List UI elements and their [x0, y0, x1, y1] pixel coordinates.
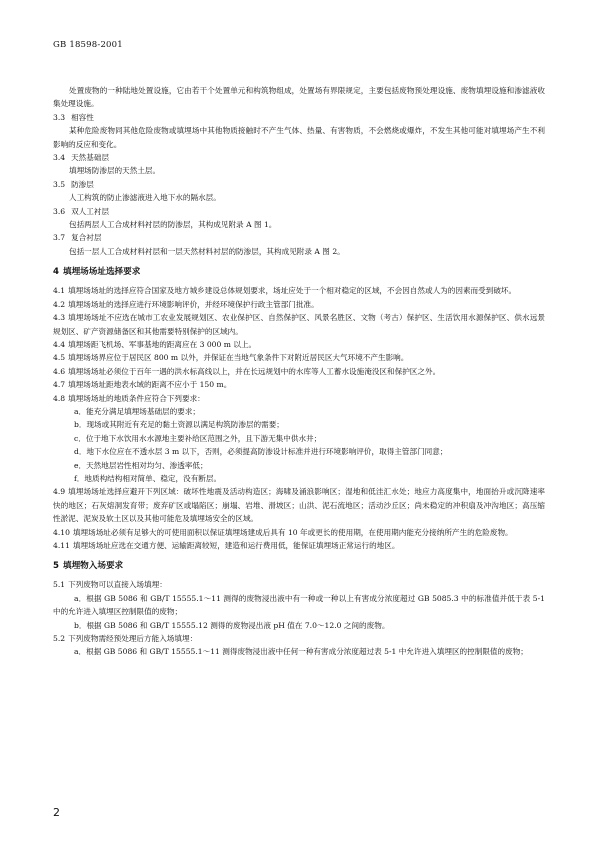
clause-text: 填埋场防渗层的天然土层。 [69, 166, 161, 176]
definition-3-7 [53, 231, 545, 258]
clause-4-8 [53, 392, 545, 405]
section-number: 4 [53, 267, 59, 278]
clause-4-1 [53, 284, 545, 297]
clause-number: 5.2 [53, 634, 66, 644]
clause-title: 双人工衬层 [71, 206, 110, 216]
clause-number: 3.6 [53, 206, 66, 216]
section-5-heading [53, 559, 545, 573]
clause-number: 4.9 [53, 487, 66, 497]
list-item: d．地下水位应在不透水层 3 m 以下，否则，必须提高防渗设计标准并进行环境影响评价，取得主管部门同意； [74, 447, 448, 457]
list-item: a．根据 GB 5086 和 GB/T 15555.1～11 测得的废物浸出液中有一种或一种以上有害成分浓度超过 GB 5085.3 中的标准值并低于表 5-1 中的允许进入填埋区控制限值的废物； [53, 593, 545, 617]
clause-text: 下列废物需经预处理后方能入场填埋： [68, 634, 198, 644]
clause-number: 4.6 [53, 366, 66, 376]
list-item: b．现场或其附近有充足的黏土资源以满足构筑防渗层的需要； [74, 420, 284, 430]
clause-number: 4.7 [53, 380, 66, 390]
list-item: e．天然地层岩性相对均匀、渗透率低； [74, 460, 208, 470]
list-item: a．根据 GB 5086 和 GB/T 15555.1～11 测得废物浸出液中任何一种有害成分浓度超过表 5-1 中允许进入填埋区的控制限值的废物； [74, 647, 528, 657]
clause-number: 4.5 [53, 353, 66, 363]
clause-text: 填埋场场址的地质条件应符合下列要求： [68, 393, 205, 403]
clause-text: 填埋场场界应位于居民区 800 m 以外，并保证在当地气象条件下对附近居民区大气环境不产生影响。 [68, 353, 409, 363]
clause-title: 防渗层 [71, 179, 94, 189]
page-number: 2 [53, 806, 60, 819]
clause-text: 填埋场距飞机场、军事基地的距离应在 3 000 m 以上。 [68, 339, 257, 349]
clause-text: 下列废物可以直接入场填埋： [68, 580, 167, 590]
clause-text: 填埋场场址选择应避开下列区域：破坏性地震及活动构造区；海啸及涌浪影响区；湿地和低洼汇水处；地应力高度集中，地面抬升或沉降速率快的地区；石灰熔洞发育带；废弃矿区或塌陷区；崩塌、岩堆、滑坡区；山洪、泥石流地区；活动沙丘区；尚未稳定的冲积扇及冲沟地区；高压缩性淤泥、泥炭及软土区以及其他可能危及填埋场安全的区域。 [53, 487, 545, 524]
clause-number: 3.5 [53, 179, 66, 189]
clause-number: 4.11 [53, 541, 70, 550]
clause-number: 4.2 [53, 299, 66, 309]
clause-text: 包括一层人工合成材料衬层和一层天然材料衬层的防渗层，其构成见附录 A 图 2。 [69, 246, 345, 256]
clause-4-3 [53, 311, 545, 338]
section-4-heading [53, 265, 545, 279]
clause-text: 填埋场场址必须位于百年一遇的洪水标高线以上，并在长远规划中的水库等人工蓄水设施淹没区和保护区之外。 [68, 366, 441, 376]
clause-title: 相容性 [71, 112, 94, 122]
clause-number: 4.4 [53, 339, 66, 349]
clause-5-2 [53, 632, 545, 645]
section-number: 5 [53, 561, 59, 572]
clause-text: 某种危险废物同其他危险废物或填埋场中其他物质接触时不产生气体、热量、有害物质，不会燃烧或爆炸，不发生其他可能对填埋场产生不利影响的反应和变化。 [53, 126, 545, 149]
list-item: f．地质构结构相对简单、稳定，没有断层。 [74, 473, 222, 483]
clause-4-9 [53, 485, 545, 525]
page-content [53, 84, 545, 659]
clause-text: 填埋场场址必须有足够大的可使用面积以保证填埋场建成后具有 10 年或更长的使用期，在使用期内能充分接纳所产生的危险废物。 [72, 527, 513, 537]
clause-text: 包括两层人工合成材料衬层的防渗层，其构成见附录 A 图 1。 [69, 220, 277, 230]
clause-text: 填埋场场址应选在交通方便、运输距离较短，建造和运行费用低，能保证填埋场正常运行的地区。 [72, 541, 400, 550]
list-item: b．根据 GB 5086 和 GB/T 15555.12 测得的废物浸出液 pH 值在 7.0～12.0 之间的废物。 [74, 620, 390, 630]
definition-3-6 [53, 205, 545, 232]
section-title: 填埋场场址选择要求 [62, 267, 141, 278]
section-title: 填埋物入场要求 [62, 561, 124, 572]
clause-4-4 [53, 338, 545, 351]
definition-3-3 [53, 111, 545, 151]
clause-number: 3.4 [53, 153, 66, 163]
clause-4-7 [53, 378, 545, 391]
clause-4-5 [53, 351, 545, 364]
clause-4-11 [53, 539, 545, 552]
clause-4-10 [53, 526, 545, 539]
clause-number: 4.8 [53, 393, 66, 403]
clause-number: 3.3 [53, 112, 66, 122]
intro-paragraph: 处置废物的一种陆地处置设施，它由若干个处置单元和构筑物组成，处置场有界限规定，主要包括废物预处理设施、废物填埋设施和渗滤液收集处理设施。 [53, 86, 545, 109]
clause-text: 填埋场场址不应选在城市工农业发展规划区、农业保护区、自然保护区、风景名胜区、文物（考古）保护区、生活饮用水源保护区、供水远景规划区、矿产资源储备区和其他需要特别保护的区域内。 [53, 313, 545, 336]
clause-number: 4.3 [53, 313, 66, 323]
clause-number: 4.10 [53, 527, 70, 537]
definition-3-5 [53, 178, 545, 205]
clause-text: 填埋场场址的选择应进行环境影响评价，并经环境保护行政主管部门批准。 [68, 299, 319, 309]
document-code-header: GB 18598-2001 [53, 40, 123, 50]
clause-4-6 [53, 365, 545, 378]
clause-text: 人工构筑的防止渗滤液进入地下水的隔水层。 [69, 193, 221, 203]
clause-text: 填埋场场址的选择应符合国家及地方城乡建设总体规划要求，场址应处于一个相对稳定的区域，不会因自然或人为的因素而受到破坏。 [68, 286, 517, 296]
clause-5-1 [53, 578, 545, 591]
clause-number: 3.7 [53, 233, 66, 243]
clause-text: 填埋场场址距地表水域的距离不应小于 150 m。 [68, 380, 232, 390]
clause-title: 天然基础层 [71, 153, 110, 163]
clause-4-2 [53, 298, 545, 311]
clause-number: 5.1 [53, 580, 66, 590]
definition-3-4 [53, 151, 545, 178]
clause-number: 4.1 [53, 286, 66, 296]
clause-title: 复合衬层 [71, 233, 102, 243]
list-item: a．能充分满足填埋场基础层的要求； [74, 406, 201, 416]
list-item: c．位于地下水饮用水水源地主要补给区范围之外，且下游无集中供水井； [74, 433, 322, 443]
